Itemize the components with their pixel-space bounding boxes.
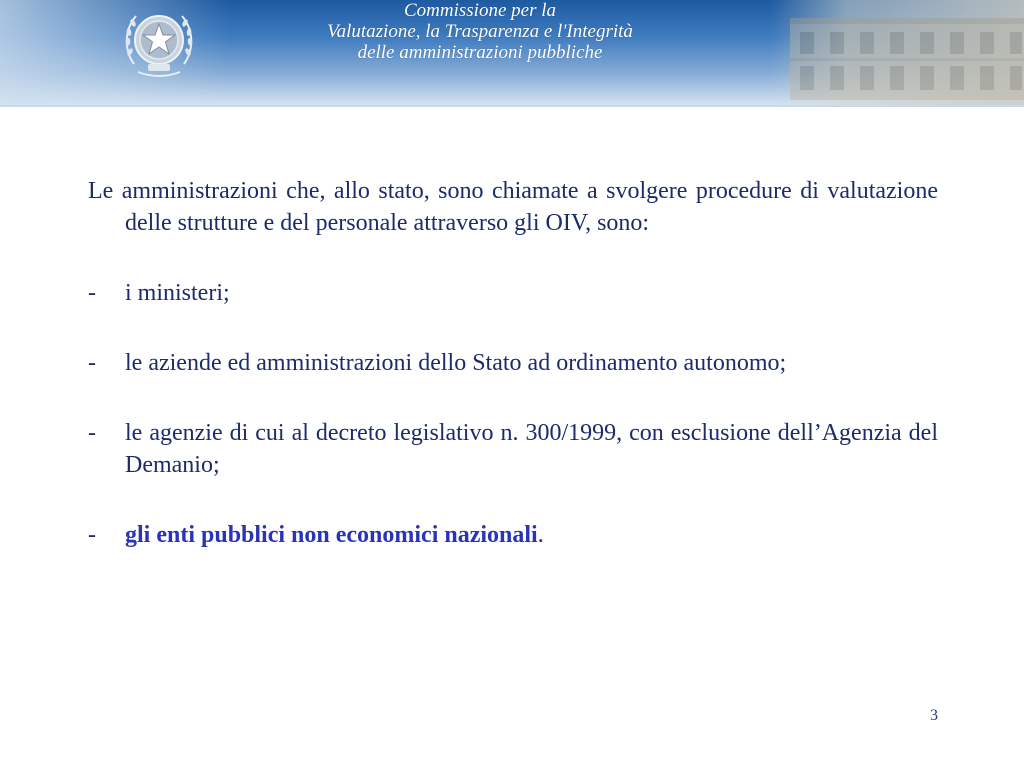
header-title [240, 0, 720, 63]
italian-republic-emblem-icon [118, 2, 200, 84]
header-divider [0, 105, 1024, 107]
list-item-agencies-decree [88, 417, 938, 481]
bullet-dash: - [88, 280, 96, 306]
bullet-dash: - [88, 350, 96, 376]
header-title-line-2: Valutazione, la Trasparenza e l'Integrità [327, 21, 633, 42]
header-title-line-3: delle amministrazioni pubbliche [357, 42, 603, 63]
list-item-text: le aziende ed amministrazioni dello Stato ad ordinamento autonomo; [125, 350, 787, 376]
bullet-dash: - [88, 522, 96, 548]
slide-body [88, 175, 938, 589]
header-title-line-1: Commissione per la [404, 0, 556, 21]
list-item-state-agencies [88, 347, 938, 379]
intro-paragraph: Le amministrazioni che, allo stato, sono chiamate a svolgere procedure di valutazione delle strutture e del personale attraverso gli OIV, sono: [88, 178, 938, 236]
palazzo-building-icon [790, 8, 1024, 100]
header-banner [0, 0, 1024, 105]
bullet-dash: - [88, 420, 96, 446]
list-item-public-bodies [88, 519, 938, 551]
list-item-text: le agenzie di cui al decreto legislativo n. 300/1999, con esclusione dell’Agenzia del Demanio; [125, 420, 938, 478]
list-item-ministries [88, 277, 938, 309]
list-item-text: i ministeri; [125, 280, 230, 306]
page-number: 3 [930, 707, 938, 724]
list-item-text [125, 519, 938, 551]
list-item-bold-text: gli enti pubblici non economici nazionali [125, 522, 538, 548]
list-item-suffix: . [537, 522, 544, 548]
